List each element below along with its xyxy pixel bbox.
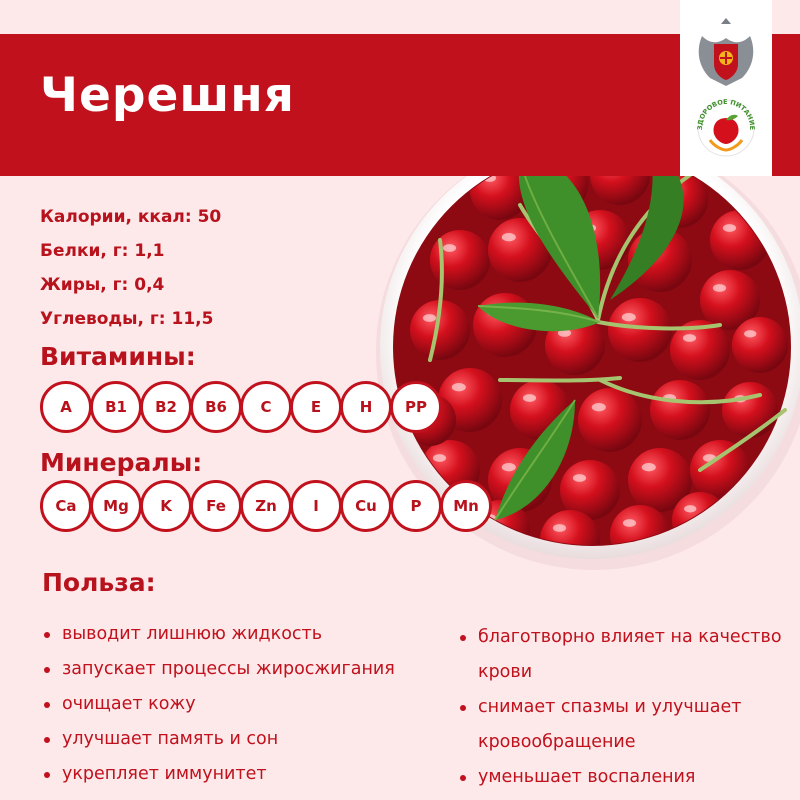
vitamin-chip: B6 (190, 381, 242, 433)
mineral-chip: Mg (90, 480, 142, 532)
list-item: улучшает память и сон (40, 722, 440, 757)
cherry-highlight (502, 463, 516, 471)
mineral-chip: Ca (40, 480, 92, 532)
cherry-highlight (684, 505, 696, 512)
nutrient-protein: Белки, г: 1,1 (40, 241, 165, 261)
vitamin-chip: C (240, 381, 292, 433)
cherry-highlight (622, 313, 636, 321)
list-item: снимает спазмы и улучшает кровообращение (456, 690, 786, 760)
list-item: уменьшает воспаления (456, 760, 786, 795)
cherry-highlight (523, 394, 536, 402)
cherry-shape (732, 317, 788, 373)
vitamin-chip: E (290, 381, 342, 433)
vitamin-chip: PP (390, 381, 442, 433)
list-item: благотворно влияет на качество крови (456, 620, 786, 690)
vitamin-chip: B2 (140, 381, 192, 433)
vitamin-chip: H (340, 381, 392, 433)
mineral-chip: I (290, 480, 342, 532)
mineral-chip: Mn (440, 480, 492, 532)
cherry-highlight (592, 403, 606, 411)
benefits-title: Польза: (42, 568, 156, 597)
mineral-chip: Zn (240, 480, 292, 532)
cherry-shape (650, 380, 710, 440)
vitamin-chip: B1 (90, 381, 142, 433)
vitamin-chip: A (40, 381, 92, 433)
cherry-highlight (443, 244, 456, 252)
vitamins-title: Витамины: (40, 342, 196, 371)
cherry-highlight (502, 233, 516, 241)
cherry-highlight (723, 224, 736, 232)
list-item: запускает процессы жиросжигания (40, 652, 440, 687)
minerals-title: Минералы: (40, 448, 203, 477)
cherry-highlight (433, 454, 446, 462)
cherry-highlight (713, 284, 726, 292)
cherry-highlight (683, 334, 696, 342)
nutrient-fat: Жиры, г: 0,4 (40, 275, 165, 295)
nutrition-facts (40, 204, 221, 340)
cherry-highlight (623, 519, 636, 527)
cherry-highlight (744, 330, 756, 337)
list-item: выводит лишнюю жидкость (40, 617, 440, 652)
mineral-chips (40, 480, 490, 532)
nutrient-carbs: Углеводы, г: 11,5 (40, 309, 214, 329)
benefits-list-left (40, 617, 440, 792)
cherry-highlight (573, 474, 586, 482)
svg-text:ЗДОРОВОЕ ПИТАНИЕ: ЗДОРОВОЕ ПИТАНИЕ (695, 97, 757, 131)
list-item: очищает кожу (40, 687, 440, 722)
mineral-chip: K (140, 480, 192, 532)
coat-of-arms-icon (699, 18, 754, 86)
healthy-food-logo (696, 98, 756, 156)
nutrient-calories: Калории, ккал: 50 (40, 207, 222, 227)
vitamin-chips (40, 381, 440, 433)
mineral-chip: Cu (340, 480, 392, 532)
cherry-highlight (553, 524, 566, 532)
cherry-shape (722, 382, 778, 438)
page-title: Черешня (40, 68, 295, 123)
list-item: укрепляет иммунитет (40, 757, 440, 792)
logo-card (680, 0, 772, 176)
cherry-highlight (642, 463, 656, 471)
cherry-highlight (452, 383, 466, 391)
cherry-highlight (423, 314, 436, 322)
benefits-list-right (456, 620, 786, 795)
cherry-shape (578, 388, 642, 452)
mineral-chip: P (390, 480, 442, 532)
mineral-chip: Fe (190, 480, 242, 532)
